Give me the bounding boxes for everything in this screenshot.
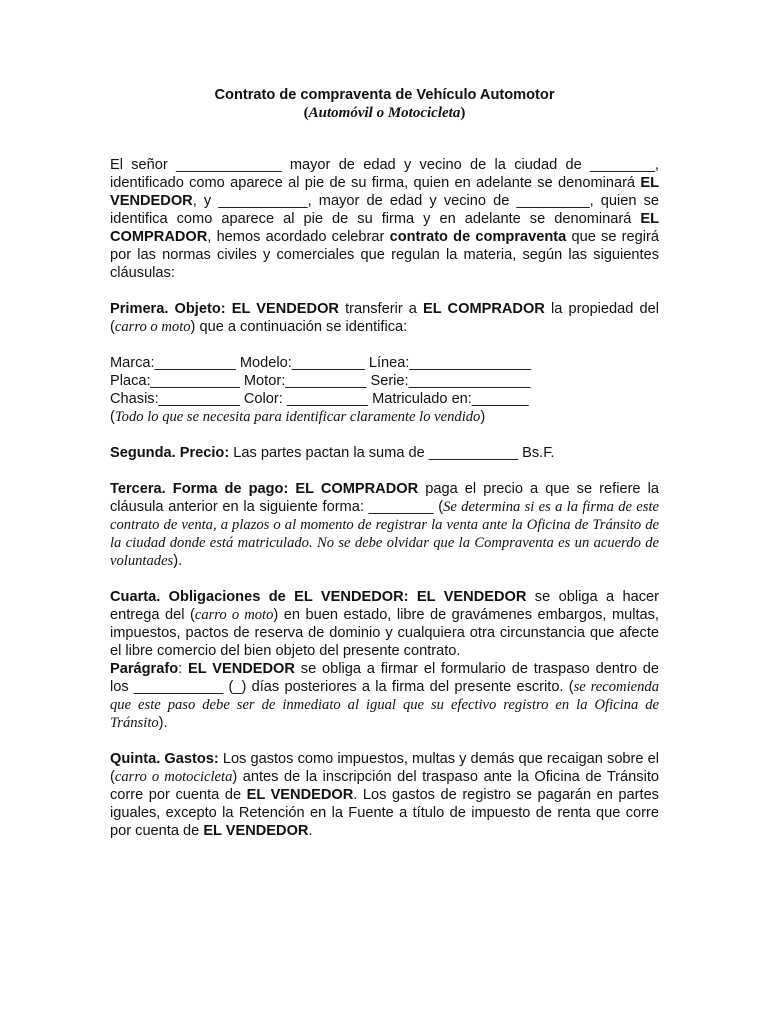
contract-document [110, 86, 659, 858]
clause-segunda: Segunda. Precio: Las partes pactan la suma de ___________ Bs.F. [110, 445, 555, 461]
field-line-3: Chasis:__________ Color: __________ Matriculado en:_______ [110, 391, 529, 407]
document-title: Contrato de compraventa de Vehículo Automotor [214, 87, 555, 103]
cuarta-paragrafo: Parágrafo: EL VENDEDOR se obliga a firmar el formulario de traspaso dentro de los ___________ (_) días posteriores a la firma del presente escrito. (se recomienda que este paso debe ser de inmediato al igual que su efectivo registro en la Oficina de Tránsito). [110, 661, 660, 731]
field-line-2: Placa:___________ Motor:__________ Serie:_______________ [110, 373, 531, 389]
vehicle-fields [110, 354, 659, 426]
clause-cuarta [110, 588, 659, 732]
clause-tercera: Tercera. Forma de pago: EL COMPRADOR paga el precio a que se refiere la cláusula anterior en la siguiente forma: ________ (Se determina si es a la firma de este contrato de venta, a plazos o al momento de registrar la venta ante la Oficina de Tránsito de la ciudad donde está matriculado. No se debe olvidar que la Compraventa es un acuerdo de voluntades). [110, 481, 659, 569]
intro-paragraph: El señor _____________ mayor de edad y vecino de la ciudad de ________, identificado como aparece al pie de su firma, quien en adelante se denominará EL VENDEDOR, y ___________, mayor de edad y vecino de _________, quien se identifica como aparece al pie de su firma y en adelante se denominará EL COMPRADOR, hemos acordado celebrar contrato de compraventa que se regirá por las normas civiles y comerciales que regulan la materia, según las siguientes cláusulas: [110, 157, 659, 281]
field-note: (Todo lo que se necesita para identificar claramente lo vendido) [110, 409, 486, 425]
clause-primera: Primera. Objeto: EL VENDEDOR transferir a EL COMPRADOR la propiedad del (carro o moto) que a continuación se identifica: [110, 301, 659, 335]
clause-quinta: Quinta. Gastos: Los gastos como impuestos, multas y demás que recaigan sobre el (carro o motocicleta) antes de la inscripción del traspaso ante la Oficina de Tránsito corre por cuenta de EL VENDEDOR. Los gastos de registro se pagarán en partes iguales, excepto la Retención en la Fuente a título de impuesto de renta que corre por cuenta de EL VENDEDOR. [110, 751, 659, 839]
document-subtitle: (Automóvil o Motocicleta) [303, 105, 466, 121]
cuarta-main: Cuarta. Obligaciones de EL VENDEDOR: EL VENDEDOR se obliga a hacer entrega del (carro o moto) en buen estado, libre de gravámenes embargos, multas, impuestos, pactos de reserva de dominio y cualquiera otra circunstancia que afecte el libre comercio del bien objeto del presente contrato. [110, 589, 659, 659]
field-line-1: Marca:__________ Modelo:_________ Línea:_______________ [110, 355, 532, 371]
